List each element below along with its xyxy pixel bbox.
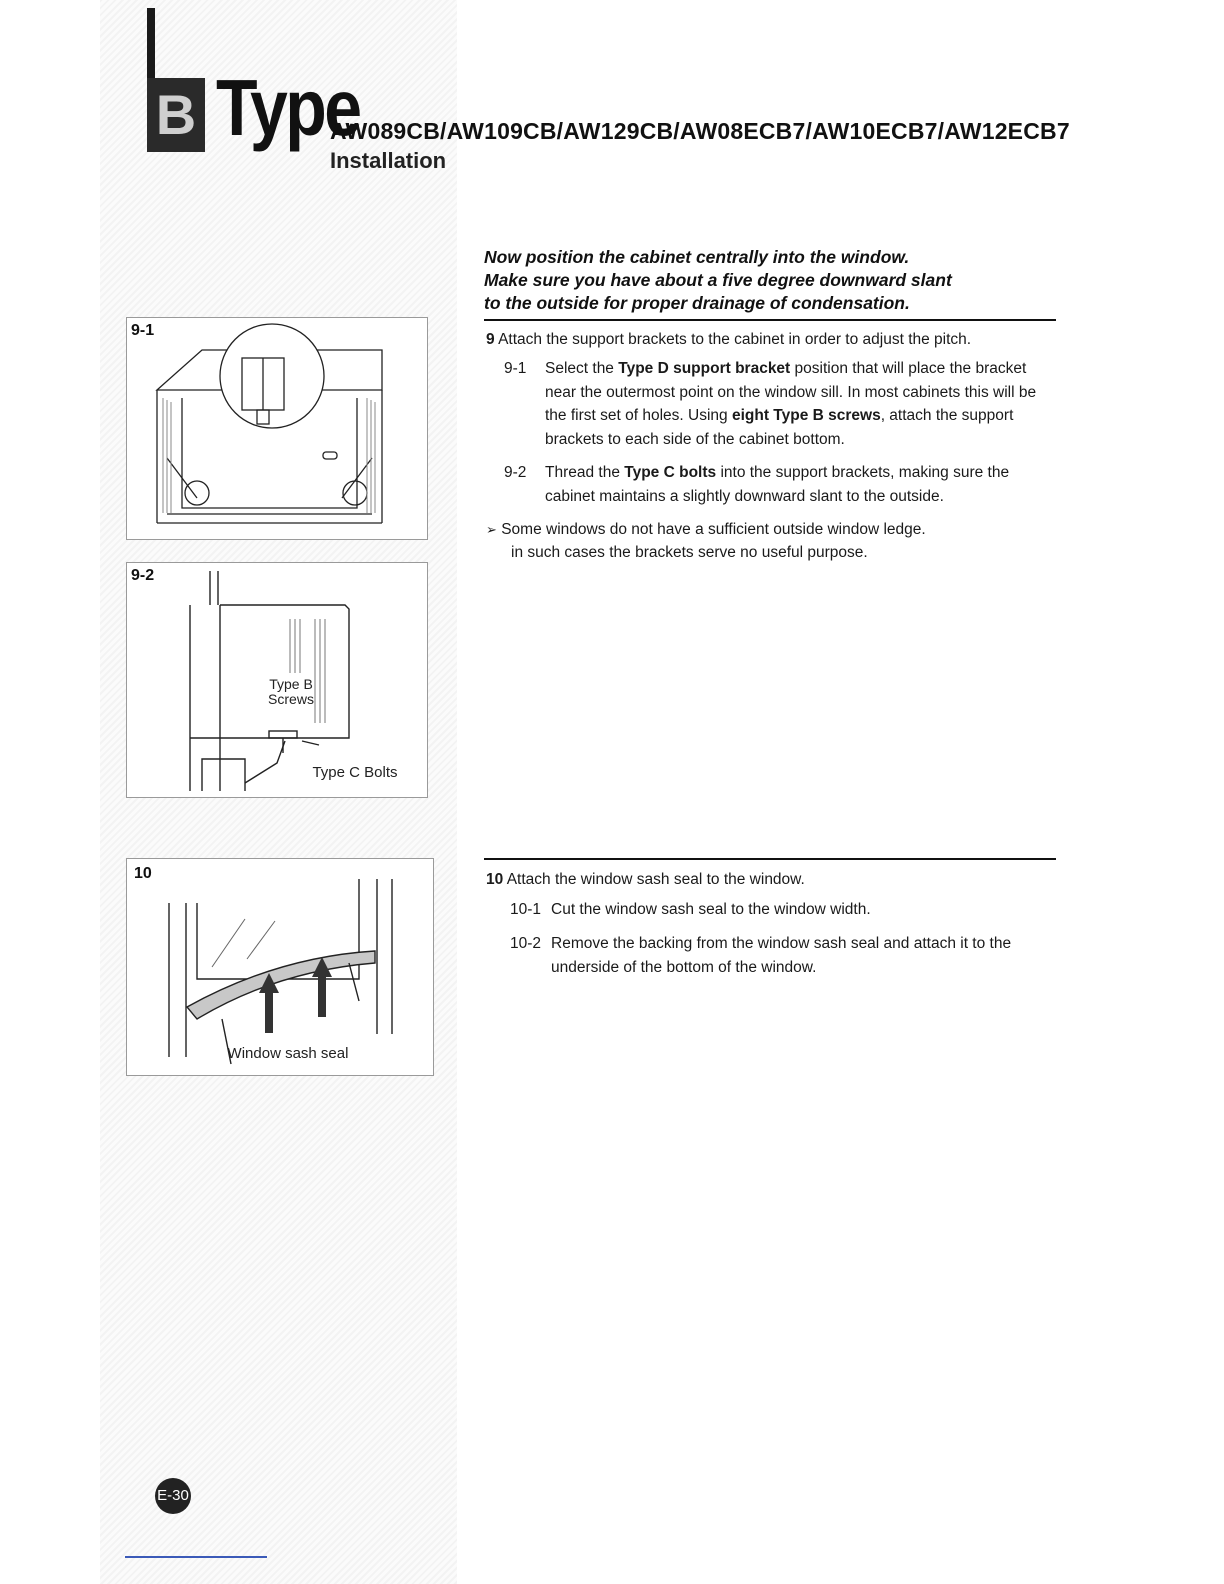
step-9-1-text-a: Select the [545,360,619,377]
section-rule-1 [484,319,1056,321]
type-b-screws-callout: Type B Screws [268,676,314,707]
figure-10-label: 10 [134,865,152,882]
step-9-1-text [545,357,1054,451]
step-9-2 [504,461,1054,508]
intro-line-1: Now position the cabinet centrally into the window. [484,247,910,267]
step-9-2-text [545,461,1054,508]
type-c-bolts-term: Type C bolts [624,464,717,481]
footer-line [125,1556,267,1558]
window-sash-illustration [127,859,433,1075]
step-9-text: Attach the support brackets to the cabinet in order to adjust the pitch. [498,331,972,348]
type-word: Type [216,63,360,152]
page-subtitle: Installation [330,148,447,173]
step-10-text: Attach the window sash seal to the window. [506,871,805,888]
step-10-2-text: Remove the backing from the window sash seal and attach it to the underside of the bottom of the window. [551,935,1012,976]
cabinet-bottom-illustration [127,318,427,539]
model-list: AW089CB/AW109CB/AW129CB/AW08ECB7/AW10ECB7/AW12ECB7 [330,118,1070,144]
step-9 [486,328,1056,351]
note [486,518,1056,564]
step-9-1 [504,357,1054,451]
figure-9-2 [126,562,428,798]
step-10-1-number: 10-1 [510,901,542,918]
step-10 [486,868,1056,891]
step-10-1-text: Cut the window sash seal to the window width. [551,901,871,918]
type-c-bolts-callout: Type C Bolts [312,764,398,781]
figure-9-1 [126,317,428,540]
figure-10 [126,858,434,1076]
type-d-bracket-term: Type D support bracket [618,360,791,377]
note-arrow-icon: ➢ [486,522,497,537]
figure-9-1-label: 9-1 [131,322,155,339]
step-9-2-text-b: into the support brackets, making sure the cabinet maintains a slightly downward slant to the outside. [545,464,1010,505]
step-9-2-number: 9-2 [504,464,527,481]
step-9-2-text-a: Thread the [545,464,625,481]
type-b-screws-term: eight Type B screws [731,407,881,424]
page-number: E-30 [155,1478,191,1514]
step-10-2 [510,932,1055,979]
step-10-number: 10 [486,871,504,888]
step-9-number: 9 [486,331,495,348]
intro-text [484,246,1054,315]
intro-line-3: to the outside for proper drainage of condensation. [484,293,910,313]
window-sash-seal-callout: Window sash seal [227,1045,349,1062]
type-badge: B [147,78,205,152]
intro-line-2: Make sure you have about a five degree downward slant [484,270,952,290]
note-line-1: Some windows do not have a sufficient outside window ledge. [501,521,926,538]
step-9-1-text-b: position that will place the bracket near the outermost point on the window sill. In most cabinets this will be the first set of holes. Using [545,360,1037,424]
header-bar [147,8,155,80]
step-9-1-number: 9-1 [504,360,527,377]
step-10-2-number: 10-2 [510,935,542,952]
step-10-1 [510,898,1055,922]
figure-9-2-label: 9-2 [131,567,155,584]
note-line-2: in such cases the brackets serve no useful purpose. [511,544,868,561]
step-9-1-text-c: , attach the support brackets to each side of the cabinet bottom. [545,407,1014,448]
section-rule-2 [484,858,1056,860]
